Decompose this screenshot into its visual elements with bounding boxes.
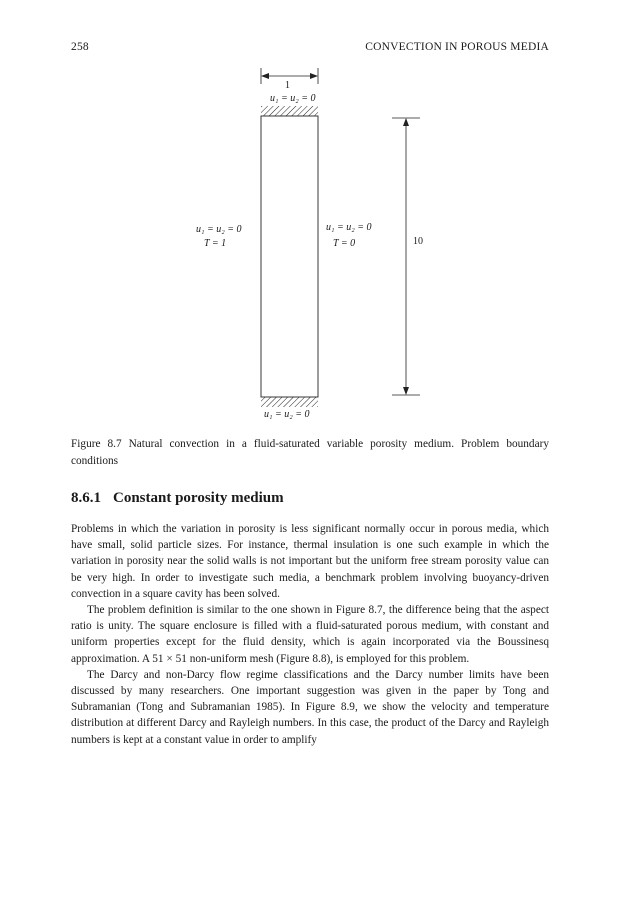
right-velocity-condition: u₁ = u₂ = 0 [326, 222, 372, 233]
section-number: 8.6.1 [71, 490, 101, 506]
figure-8-7 [0, 0, 619, 430]
paragraph: The Darcy and non-Darcy flow regime classifications and the Darcy number limits have been discussed by many researchers. One important suggestion was given in the paper by Tong and Subramanian (Tong and Subramanian 1985). In Figure 8.9, we show the velocity and temperature distribution at different Darcy and Rayleigh numbers. In this case, the product of the Darcy and Rayleigh numbers is kept at a constant value in order to amplify [71, 668, 549, 746]
top-wall-hatch [261, 106, 318, 116]
body-text [71, 521, 549, 748]
left-temperature-condition: T = 1 [204, 238, 227, 249]
figure-caption: Figure 8.7 Natural convection in a fluid-saturated variable porosity medium. Problem boundary conditions [71, 438, 549, 467]
section-title: Constant porosity medium [113, 490, 284, 506]
top-boundary-condition: u₁ = u₂ = 0 [270, 93, 316, 104]
page-number: 258 [71, 41, 89, 53]
boundary-diagram [0, 0, 619, 430]
section-heading [71, 490, 549, 507]
right-temperature-condition: T = 0 [333, 238, 356, 249]
bottom-wall-hatch [261, 397, 318, 407]
cavity [261, 116, 318, 397]
paragraph: The problem definition is similar to the one shown in Figure 8.7, the difference being that the aspect ratio is unity. The square enclosure is filled with a fluid-saturated porous medium, with constant and uniform properties except for the fluid density, which is again incorporated via the Boussinesq approximation. A 51 × 51 non-uniform mesh (Figure 8.8), is employed for this problem. [71, 604, 549, 665]
width-label: 1 [285, 80, 290, 91]
left-velocity-condition: u₁ = u₂ = 0 [196, 224, 242, 235]
running-head: CONVECTION IN POROUS MEDIA [365, 41, 549, 53]
height-label: 10 [413, 236, 423, 247]
bottom-boundary-condition: u₁ = u₂ = 0 [264, 409, 310, 420]
paragraph: Problems in which the variation in porosity is less significant normally occur in porous media, which have small, solid particle sizes. For instance, thermal insulation is one such example in which the variation in porosity near the solid walls is not important but the uniform free stream porosity value can be very high. In order to investigate such media, a benchmark problem involving buoyancy-driven convection in a square cavity has been solved. [71, 523, 549, 600]
